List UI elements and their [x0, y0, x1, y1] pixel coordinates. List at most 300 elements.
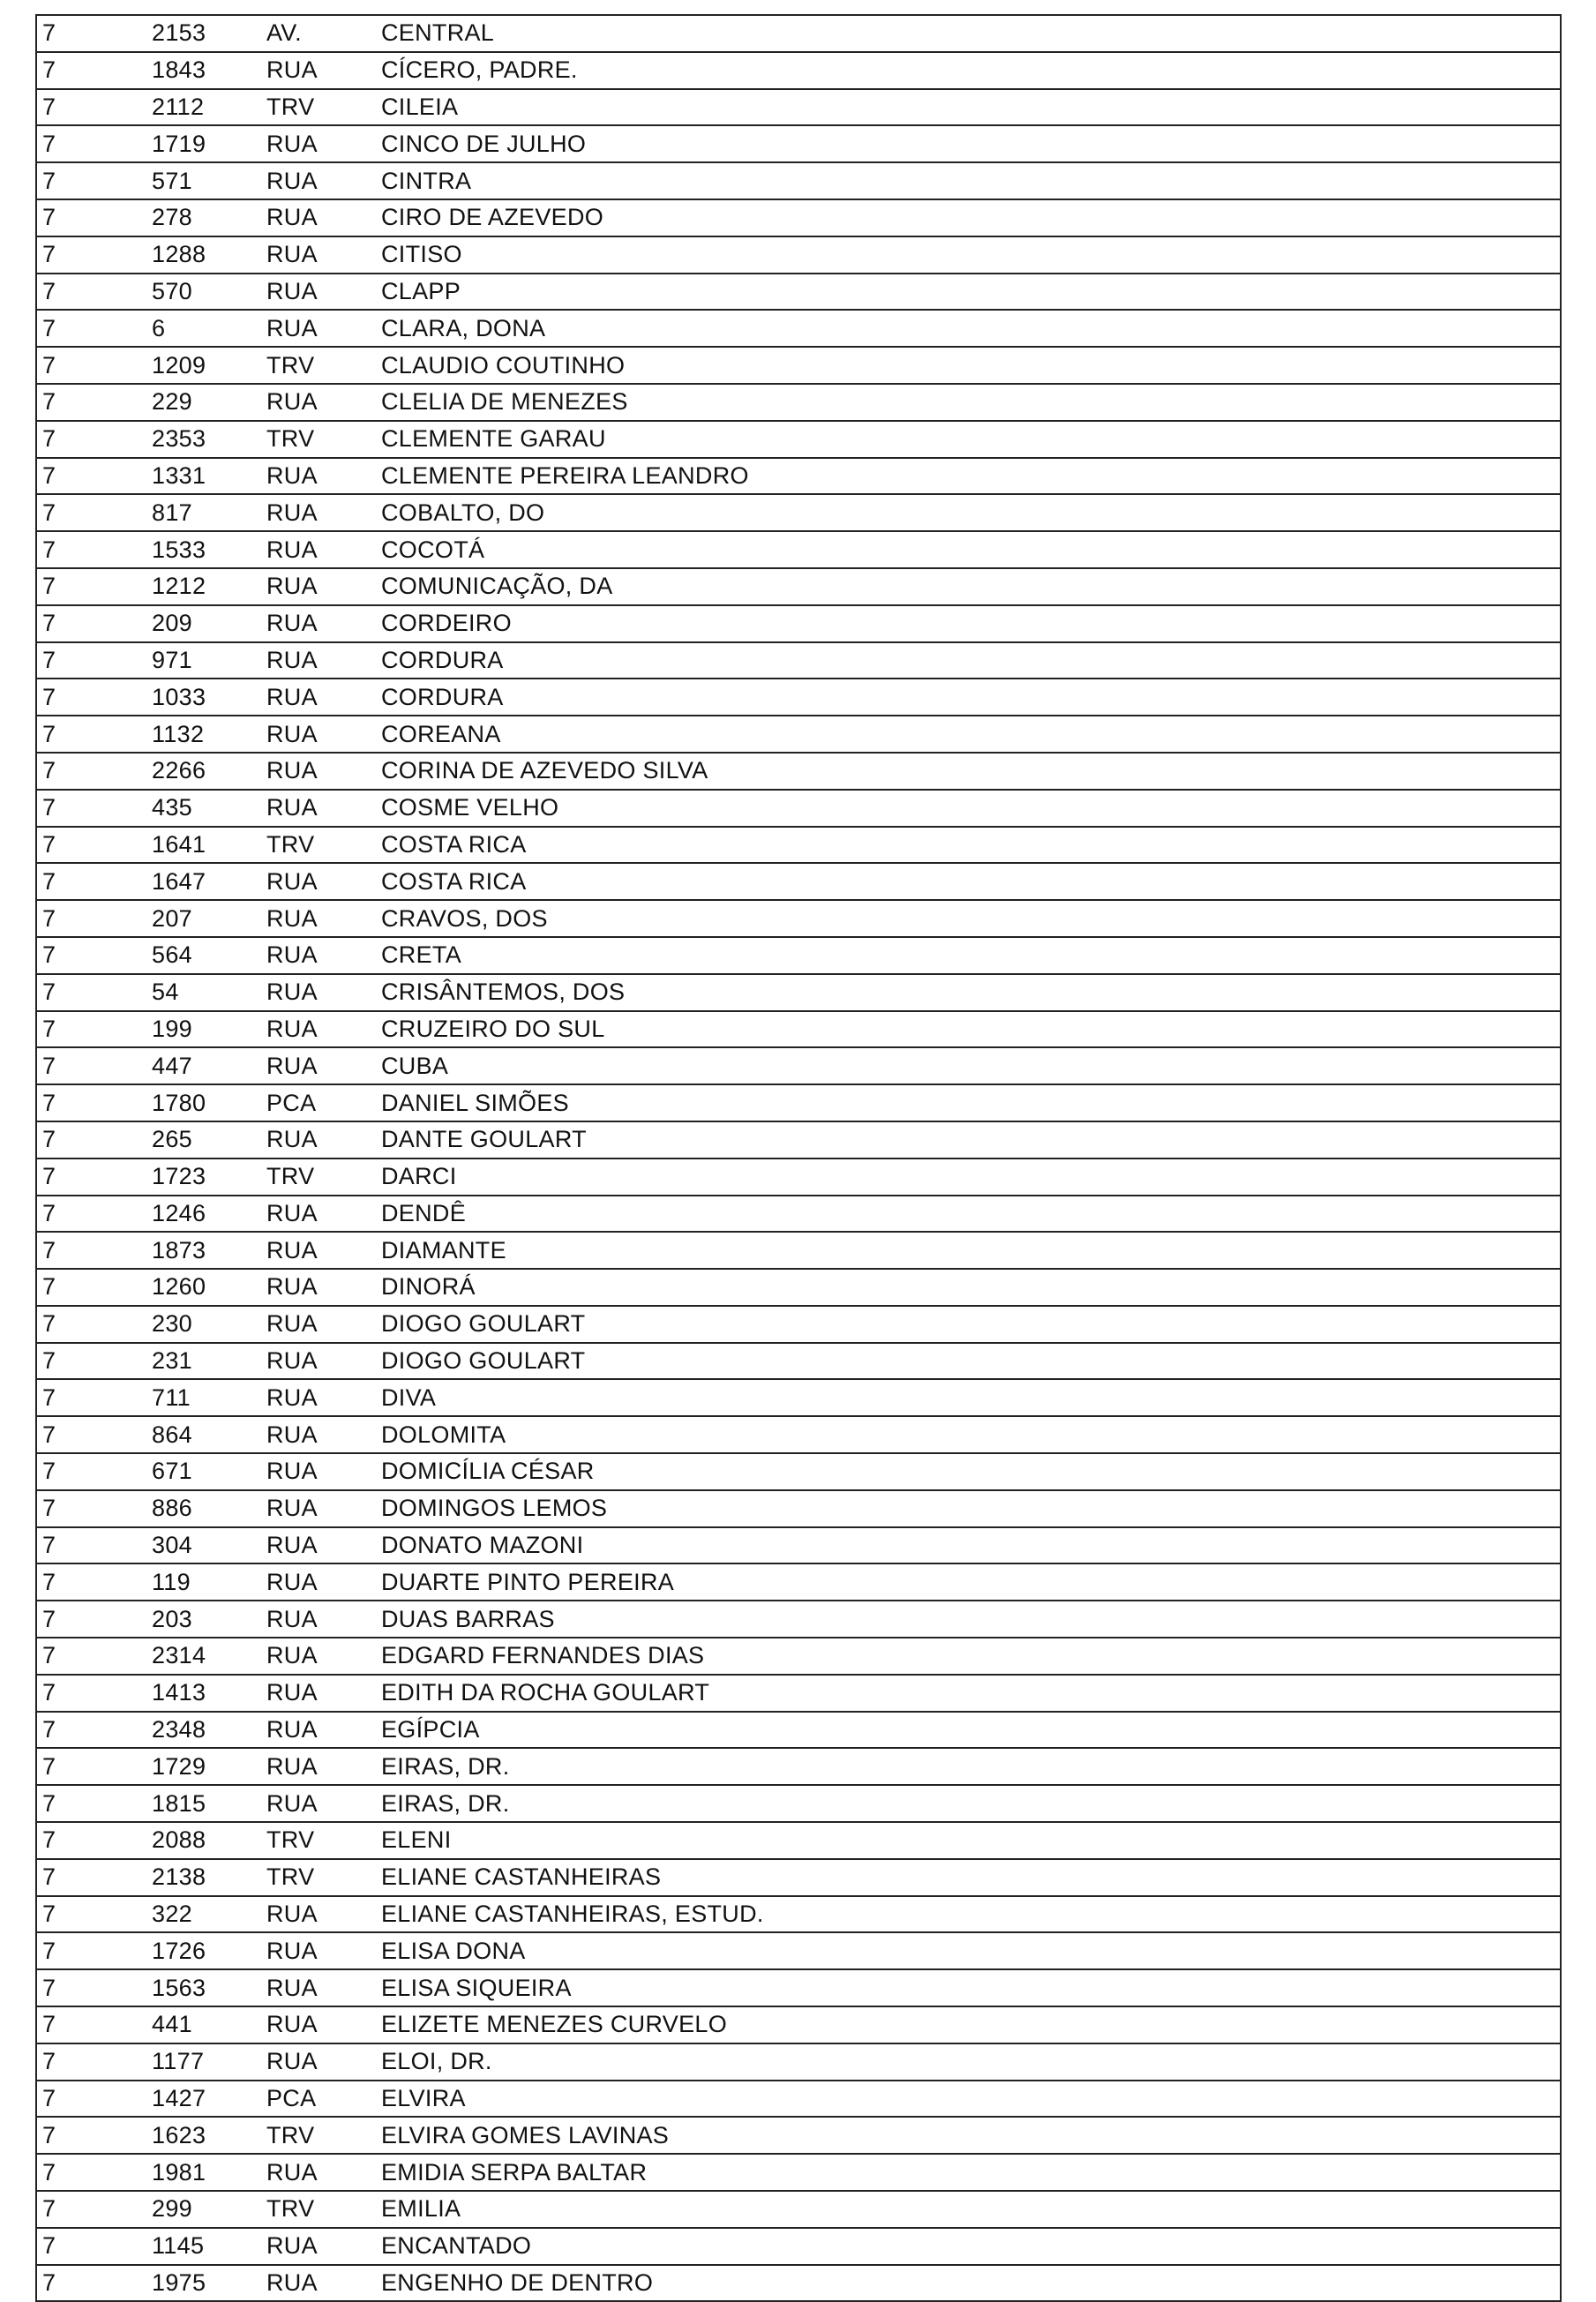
street-name-cell: COSTA RICA [376, 863, 1561, 900]
table-row [36, 716, 1561, 753]
table-row [36, 347, 1561, 384]
table-row [36, 937, 1561, 974]
street-code-cell: 671 [146, 1453, 261, 1490]
street-code-cell: 299 [146, 2191, 261, 2228]
zone-cell: 7 [36, 605, 146, 642]
street-name-cell: EIRAS, DR. [376, 1748, 1561, 1785]
street-code-cell: 1260 [146, 1269, 261, 1306]
zone-cell: 7 [36, 1969, 146, 2006]
table-row [36, 1638, 1561, 1675]
table-row [36, 1121, 1561, 1158]
street-type-cell: RUA [261, 125, 376, 162]
table-row [36, 1379, 1561, 1416]
street-type-cell: RUA [261, 1527, 376, 1564]
street-type-cell: RUA [261, 1490, 376, 1527]
street-type-cell: RUA [261, 1343, 376, 1380]
zone-cell: 7 [36, 1785, 146, 1822]
street-code-cell: 231 [146, 1343, 261, 1380]
table-row [36, 679, 1561, 716]
zone-cell: 7 [36, 716, 146, 753]
zone-cell: 7 [36, 1675, 146, 1712]
zone-cell: 7 [36, 1416, 146, 1453]
street-type-cell: RUA [261, 1047, 376, 1084]
zone-cell: 7 [36, 2117, 146, 2154]
street-name-cell: ELISA SIQUEIRA [376, 1969, 1561, 2006]
street-code-cell: 1246 [146, 1196, 261, 1233]
zone-cell: 7 [36, 2006, 146, 2043]
street-code-cell: 2112 [146, 89, 261, 126]
zone-cell: 7 [36, 531, 146, 568]
table-row [36, 2228, 1561, 2265]
street-code-cell: 229 [146, 384, 261, 421]
street-type-cell: RUA [261, 642, 376, 679]
street-code-cell: 1723 [146, 1158, 261, 1196]
table-row [36, 1896, 1561, 1933]
street-type-cell: TRV [261, 1822, 376, 1859]
street-name-cell: DOLOMITA [376, 1416, 1561, 1453]
street-name-cell: EMIDIA SERPA BALTAR [376, 2154, 1561, 2191]
street-code-cell: 571 [146, 162, 261, 199]
zone-cell: 7 [36, 2228, 146, 2265]
street-code-cell: 1729 [146, 1748, 261, 1785]
street-code-cell: 570 [146, 274, 261, 311]
table-row [36, 605, 1561, 642]
street-name-cell: ELENI [376, 1822, 1561, 1859]
table-row [36, 1601, 1561, 1638]
street-name-cell: DIAMANTE [376, 1232, 1561, 1269]
street-code-cell: 209 [146, 605, 261, 642]
zone-cell: 7 [36, 2043, 146, 2081]
street-name-cell: CORINA DE AZEVEDO SILVA [376, 753, 1561, 790]
street-code-cell: 1132 [146, 716, 261, 753]
street-code-cell: 711 [146, 1379, 261, 1416]
table-row [36, 2006, 1561, 2043]
table-row [36, 125, 1561, 162]
street-code-cell: 1975 [146, 2265, 261, 2302]
zone-cell: 7 [36, 89, 146, 126]
street-type-cell: RUA [261, 1896, 376, 1933]
street-type-cell: TRV [261, 827, 376, 864]
street-type-cell: RUA [261, 494, 376, 531]
zone-cell: 7 [36, 1121, 146, 1158]
zone-cell: 7 [36, 1196, 146, 1233]
street-type-cell: RUA [261, 2006, 376, 2043]
street-name-cell: CENTRAL [376, 15, 1561, 52]
table-row [36, 1453, 1561, 1490]
street-code-cell: 817 [146, 494, 261, 531]
street-code-cell: 1563 [146, 1969, 261, 2006]
street-code-cell: 207 [146, 900, 261, 937]
zone-cell: 7 [36, 1748, 146, 1785]
street-type-cell: RUA [261, 1232, 376, 1269]
street-name-cell: COBALTO, DO [376, 494, 1561, 531]
table-row [36, 1712, 1561, 1749]
street-code-cell: 1212 [146, 568, 261, 605]
street-name-cell: CITISO [376, 236, 1561, 274]
zone-cell: 7 [36, 1047, 146, 1084]
table-row [36, 2154, 1561, 2191]
table-row [36, 1748, 1561, 1785]
street-name-cell: CLELIA DE MENEZES [376, 384, 1561, 421]
table-row [36, 52, 1561, 89]
street-name-cell: CLEMENTE GARAU [376, 421, 1561, 458]
street-name-cell: DUAS BARRAS [376, 1601, 1561, 1638]
street-code-cell: 199 [146, 1011, 261, 1048]
street-type-cell: RUA [261, 236, 376, 274]
street-type-cell: TRV [261, 1158, 376, 1196]
street-type-cell: TRV [261, 347, 376, 384]
zone-cell: 7 [36, 310, 146, 347]
street-code-cell: 1145 [146, 2228, 261, 2265]
zone-cell: 7 [36, 162, 146, 199]
street-name-cell: CLAPP [376, 274, 1561, 311]
street-type-cell: RUA [261, 679, 376, 716]
table-row [36, 1196, 1561, 1233]
street-code-cell: 1413 [146, 1675, 261, 1712]
street-name-cell: DIOGO GOULART [376, 1306, 1561, 1343]
street-code-cell: 265 [146, 1121, 261, 1158]
street-type-cell: RUA [261, 974, 376, 1011]
table-row [36, 494, 1561, 531]
street-name-cell: DUARTE PINTO PEREIRA [376, 1563, 1561, 1601]
zone-cell: 7 [36, 384, 146, 421]
street-type-cell: RUA [261, 568, 376, 605]
street-name-cell: CUBA [376, 1047, 1561, 1084]
street-type-cell: RUA [261, 1563, 376, 1601]
street-type-cell: RUA [261, 1969, 376, 2006]
table-row [36, 790, 1561, 827]
street-type-cell: RUA [261, 1011, 376, 1048]
street-name-cell: DINORÁ [376, 1269, 1561, 1306]
street-name-cell: ENCANTADO [376, 2228, 1561, 2265]
table-row [36, 568, 1561, 605]
table-row [36, 1932, 1561, 1969]
street-name-cell: ELVIRA [376, 2081, 1561, 2118]
zone-cell: 7 [36, 347, 146, 384]
street-type-cell: RUA [261, 716, 376, 753]
zone-cell: 7 [36, 1563, 146, 1601]
street-type-cell: RUA [261, 1269, 376, 1306]
street-type-cell: RUA [261, 310, 376, 347]
table-row [36, 421, 1561, 458]
street-type-cell: RUA [261, 863, 376, 900]
street-name-cell: ELVIRA GOMES LAVINAS [376, 2117, 1561, 2154]
street-type-cell: RUA [261, 1416, 376, 1453]
street-name-cell: CRETA [376, 937, 1561, 974]
zone-cell: 7 [36, 753, 146, 790]
street-type-cell: TRV [261, 421, 376, 458]
zone-cell: 7 [36, 1379, 146, 1416]
street-code-cell: 119 [146, 1563, 261, 1601]
zone-cell: 7 [36, 458, 146, 495]
street-type-cell: RUA [261, 937, 376, 974]
street-name-cell: EMILIA [376, 2191, 1561, 2228]
street-code-cell: 1331 [146, 458, 261, 495]
table-row [36, 2117, 1561, 2154]
street-type-cell: RUA [261, 531, 376, 568]
table-row [36, 753, 1561, 790]
table-row [36, 2081, 1561, 2118]
table-row [36, 1269, 1561, 1306]
street-code-cell: 1641 [146, 827, 261, 864]
zone-cell: 7 [36, 1232, 146, 1269]
street-type-cell: RUA [261, 1675, 376, 1712]
table-row [36, 863, 1561, 900]
zone-cell: 7 [36, 1158, 146, 1196]
zone-cell: 7 [36, 2265, 146, 2302]
street-type-cell: RUA [261, 900, 376, 937]
table-row [36, 1158, 1561, 1196]
street-name-cell: CRAVOS, DOS [376, 900, 1561, 937]
table-row [36, 89, 1561, 126]
street-name-cell: CRUZEIRO DO SUL [376, 1011, 1561, 1048]
street-code-cell: 441 [146, 2006, 261, 2043]
zone-cell: 7 [36, 1343, 146, 1380]
street-name-cell: ELIZETE MENEZES CURVELO [376, 2006, 1561, 2043]
street-code-cell: 230 [146, 1306, 261, 1343]
table-row [36, 2265, 1561, 2302]
street-type-cell: RUA [261, 1601, 376, 1638]
street-name-cell: CINCO DE JULHO [376, 125, 1561, 162]
street-type-cell: RUA [261, 1932, 376, 1969]
street-type-cell: RUA [261, 2228, 376, 2265]
street-name-cell: ELIANE CASTANHEIRAS [376, 1859, 1561, 1896]
street-name-cell: EDITH DA ROCHA GOULART [376, 1675, 1561, 1712]
street-name-cell: EDGARD FERNANDES DIAS [376, 1638, 1561, 1675]
street-code-cell: 1873 [146, 1232, 261, 1269]
street-name-cell: CINTRA [376, 162, 1561, 199]
street-code-cell: 322 [146, 1896, 261, 1933]
street-code-cell: 278 [146, 199, 261, 236]
zone-cell: 7 [36, 568, 146, 605]
street-name-cell: COSTA RICA [376, 827, 1561, 864]
street-name-cell: DOMINGOS LEMOS [376, 1490, 1561, 1527]
street-name-cell: DIOGO GOULART [376, 1343, 1561, 1380]
street-type-cell: RUA [261, 458, 376, 495]
street-name-cell: COSME VELHO [376, 790, 1561, 827]
street-name-cell: CÍCERO, PADRE. [376, 52, 1561, 89]
table-row [36, 2191, 1561, 2228]
table-row [36, 458, 1561, 495]
street-name-cell: ELIANE CASTANHEIRAS, ESTUD. [376, 1896, 1561, 1933]
table-row [36, 2043, 1561, 2081]
street-type-cell: RUA [261, 790, 376, 827]
table-row [36, 274, 1561, 311]
street-code-cell: 2266 [146, 753, 261, 790]
street-name-cell: ELISA DONA [376, 1932, 1561, 1969]
table-row [36, 1416, 1561, 1453]
street-type-cell: RUA [261, 2043, 376, 2081]
street-name-cell: CLEMENTE PEREIRA LEANDRO [376, 458, 1561, 495]
street-code-cell: 1780 [146, 1084, 261, 1121]
street-code-cell: 1647 [146, 863, 261, 900]
street-name-cell: CIRO DE AZEVEDO [376, 199, 1561, 236]
street-name-cell: DARCI [376, 1158, 1561, 1196]
street-code-cell: 54 [146, 974, 261, 1011]
zone-cell: 7 [36, 790, 146, 827]
street-list-page [35, 14, 1562, 2302]
table-row [36, 199, 1561, 236]
street-name-cell: DONATO MAZONI [376, 1527, 1561, 1564]
street-type-cell: PCA [261, 1084, 376, 1121]
zone-cell: 7 [36, 1601, 146, 1638]
zone-cell: 7 [36, 125, 146, 162]
street-name-cell: EGÍPCIA [376, 1712, 1561, 1749]
table-row [36, 1011, 1561, 1048]
street-type-cell: RUA [261, 1785, 376, 1822]
zone-cell: 7 [36, 1822, 146, 1859]
street-code-cell: 1209 [146, 347, 261, 384]
street-type-cell: RUA [261, 1306, 376, 1343]
street-code-cell: 1719 [146, 125, 261, 162]
zone-cell: 7 [36, 900, 146, 937]
street-name-cell: ELOI, DR. [376, 2043, 1561, 2081]
table-row [36, 1527, 1561, 1564]
street-type-cell: PCA [261, 2081, 376, 2118]
street-code-cell: 1815 [146, 1785, 261, 1822]
street-name-cell: CORDURA [376, 642, 1561, 679]
table-row [36, 827, 1561, 864]
table-row [36, 162, 1561, 199]
zone-cell: 7 [36, 1896, 146, 1933]
street-type-cell: RUA [261, 2154, 376, 2191]
street-code-cell: 886 [146, 1490, 261, 1527]
zone-cell: 7 [36, 2081, 146, 2118]
street-type-cell: RUA [261, 1453, 376, 1490]
street-type-cell: RUA [261, 162, 376, 199]
zone-cell: 7 [36, 1490, 146, 1527]
street-type-cell: RUA [261, 1748, 376, 1785]
street-type-cell: RUA [261, 1712, 376, 1749]
street-code-cell: 564 [146, 937, 261, 974]
zone-cell: 7 [36, 274, 146, 311]
zone-cell: 7 [36, 937, 146, 974]
table-row [36, 642, 1561, 679]
street-type-cell: TRV [261, 89, 376, 126]
zone-cell: 7 [36, 1527, 146, 1564]
street-type-cell: TRV [261, 1859, 376, 1896]
street-code-cell: 1981 [146, 2154, 261, 2191]
street-name-cell: COCOTÁ [376, 531, 1561, 568]
zone-cell: 7 [36, 679, 146, 716]
street-code-cell: 2348 [146, 1712, 261, 1749]
zone-cell: 7 [36, 1453, 146, 1490]
street-code-cell: 1033 [146, 679, 261, 716]
table-row [36, 1490, 1561, 1527]
street-type-cell: RUA [261, 1638, 376, 1675]
street-type-cell: RUA [261, 52, 376, 89]
zone-cell: 7 [36, 1084, 146, 1121]
zone-cell: 7 [36, 863, 146, 900]
zone-cell: 7 [36, 421, 146, 458]
street-name-cell: ENGENHO DE DENTRO [376, 2265, 1561, 2302]
street-name-cell: COREANA [376, 716, 1561, 753]
street-type-cell: RUA [261, 1121, 376, 1158]
zone-cell: 7 [36, 199, 146, 236]
zone-cell: 7 [36, 1638, 146, 1675]
table-row [36, 1306, 1561, 1343]
street-name-cell: DOMICÍLIA CÉSAR [376, 1453, 1561, 1490]
street-name-cell: CORDEIRO [376, 605, 1561, 642]
street-name-cell: CILEIA [376, 89, 1561, 126]
table-row [36, 1785, 1561, 1822]
street-table [35, 14, 1562, 2302]
street-type-cell: RUA [261, 274, 376, 311]
zone-cell: 7 [36, 494, 146, 531]
street-type-cell: RUA [261, 199, 376, 236]
street-code-cell: 2138 [146, 1859, 261, 1896]
street-table-body [36, 15, 1561, 2301]
table-row [36, 1343, 1561, 1380]
street-type-cell: RUA [261, 1196, 376, 1233]
street-code-cell: 1533 [146, 531, 261, 568]
street-name-cell: CRISÂNTEMOS, DOS [376, 974, 1561, 1011]
table-row [36, 1859, 1561, 1896]
street-type-cell: TRV [261, 2117, 376, 2154]
street-name-cell: DANIEL SIMÕES [376, 1084, 1561, 1121]
zone-cell: 7 [36, 1011, 146, 1048]
street-code-cell: 2314 [146, 1638, 261, 1675]
street-name-cell: CLARA, DONA [376, 310, 1561, 347]
street-type-cell: TRV [261, 2191, 376, 2228]
table-row [36, 974, 1561, 1011]
street-code-cell: 1726 [146, 1932, 261, 1969]
zone-cell: 7 [36, 52, 146, 89]
street-name-cell: EIRAS, DR. [376, 1785, 1561, 1822]
street-code-cell: 2153 [146, 15, 261, 52]
table-row [36, 531, 1561, 568]
street-code-cell: 304 [146, 1527, 261, 1564]
street-type-cell: RUA [261, 2265, 376, 2302]
zone-cell: 7 [36, 974, 146, 1011]
street-type-cell: RUA [261, 384, 376, 421]
street-type-cell: AV. [261, 15, 376, 52]
table-row [36, 15, 1561, 52]
street-code-cell: 864 [146, 1416, 261, 1453]
zone-cell: 7 [36, 1712, 146, 1749]
street-name-cell: DANTE GOULART [376, 1121, 1561, 1158]
zone-cell: 7 [36, 827, 146, 864]
street-code-cell: 2353 [146, 421, 261, 458]
table-row [36, 1822, 1561, 1859]
zone-cell: 7 [36, 1269, 146, 1306]
zone-cell: 7 [36, 15, 146, 52]
street-name-cell: DIVA [376, 1379, 1561, 1416]
table-row [36, 384, 1561, 421]
street-code-cell: 203 [146, 1601, 261, 1638]
zone-cell: 7 [36, 1932, 146, 1969]
street-code-cell: 447 [146, 1047, 261, 1084]
street-name-cell: DENDÊ [376, 1196, 1561, 1233]
table-row [36, 236, 1561, 274]
zone-cell: 7 [36, 2191, 146, 2228]
street-code-cell: 1623 [146, 2117, 261, 2154]
street-name-cell: COMUNICAÇÃO, DA [376, 568, 1561, 605]
street-code-cell: 6 [146, 310, 261, 347]
zone-cell: 7 [36, 2154, 146, 2191]
table-row [36, 1232, 1561, 1269]
table-row [36, 1084, 1561, 1121]
street-code-cell: 1177 [146, 2043, 261, 2081]
street-code-cell: 1288 [146, 236, 261, 274]
table-row [36, 1563, 1561, 1601]
table-row [36, 900, 1561, 937]
street-name-cell: CORDURA [376, 679, 1561, 716]
street-code-cell: 1427 [146, 2081, 261, 2118]
street-code-cell: 435 [146, 790, 261, 827]
table-row [36, 310, 1561, 347]
street-name-cell: CLAUDIO COUTINHO [376, 347, 1561, 384]
